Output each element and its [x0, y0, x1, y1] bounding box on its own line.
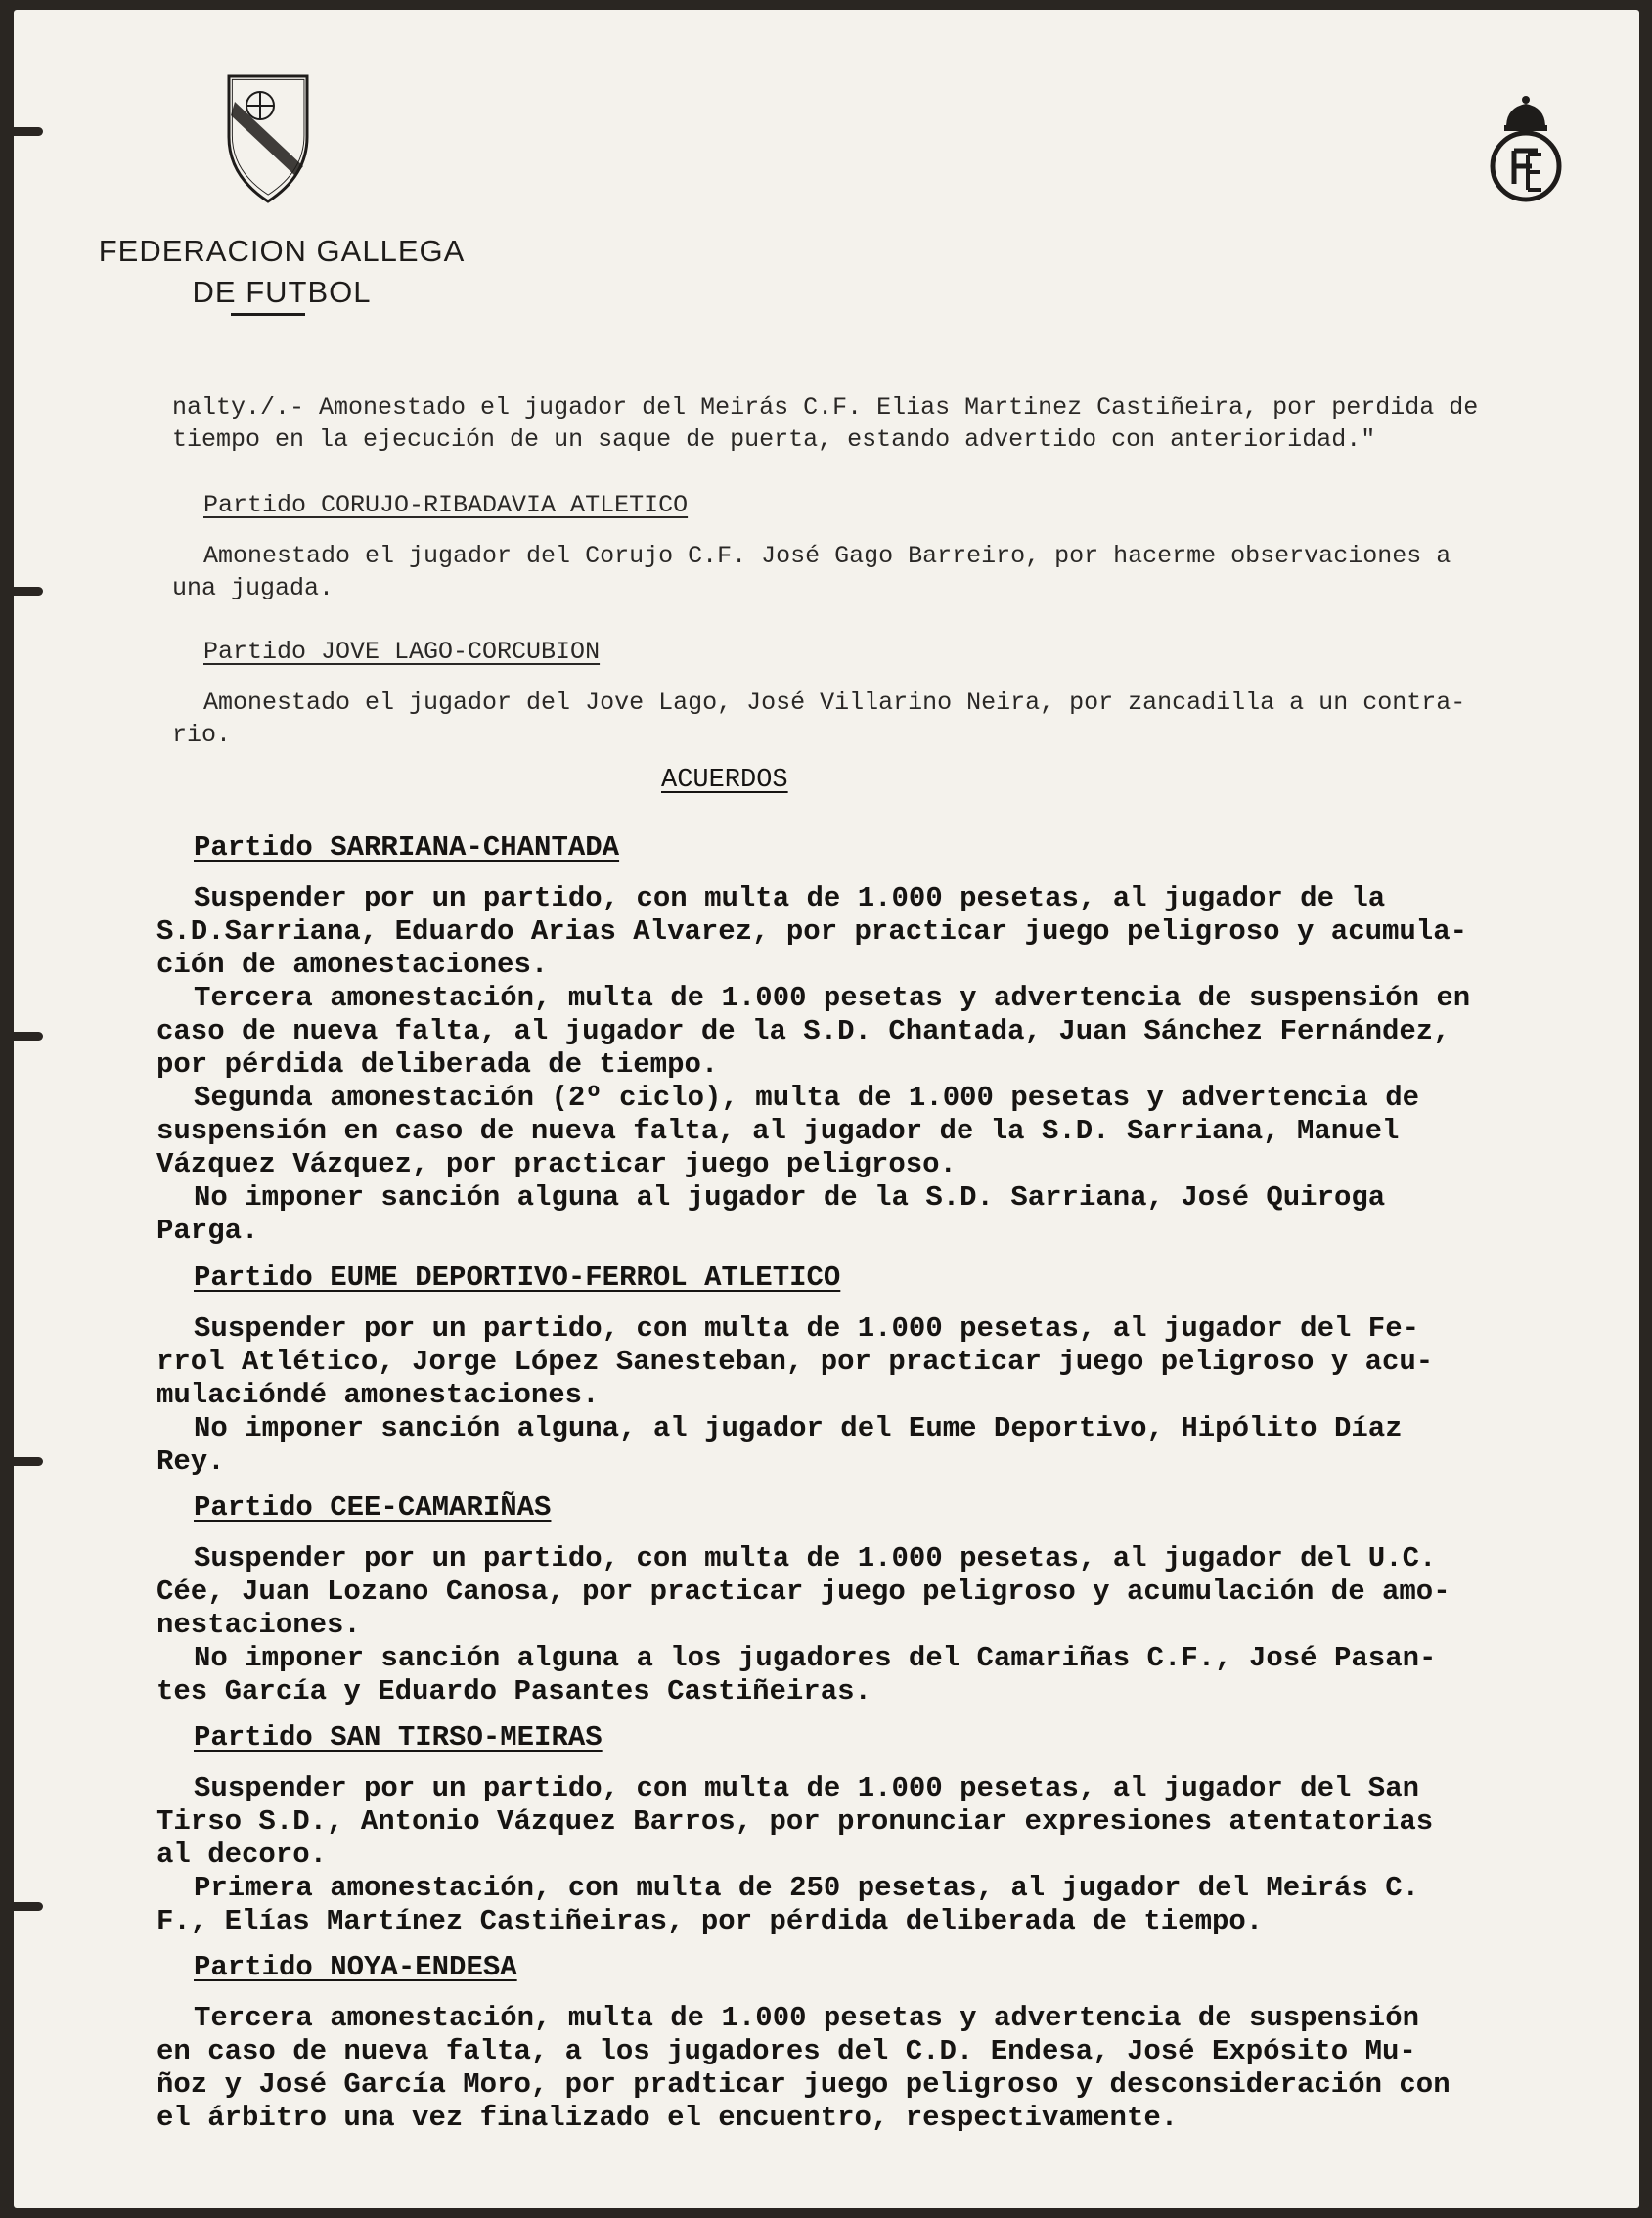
eume-line: mulacióndé amonestaciones. [156, 1379, 600, 1411]
corujo-line: Amonestado el jugador del Corujo C.F. José Gago Barreiro, por hacerme observaciones a [203, 542, 1451, 570]
sarriana-line: Suspender por un partido, con multa de 1.000 pesetas, al jugador de la [194, 882, 1386, 914]
cee-line: No imponer sanción alguna a los jugadores del Camariñas C.F., José Pasan- [194, 1642, 1437, 1674]
eume-line: rrol Atlético, Jorge López Sanesteban, por practicar juego peligroso y acu- [156, 1346, 1434, 1378]
section-title-san-tirso: Partido SAN TIRSO-MEIRAS [194, 1721, 603, 1753]
tirso-line: F., Elías Martínez Castiñeiras, por pérdida deliberada de tiempo. [156, 1905, 1264, 1937]
cee-line: tes García y Eduardo Pasantes Castiñeiras. [156, 1675, 871, 1708]
tirso-line: Tirso S.D., Antonio Vázquez Barros, por pronunciar expresiones atentatorias [156, 1805, 1434, 1838]
section-title-eume: Partido EUME DEPORTIVO-FERROL ATLETICO [194, 1262, 841, 1294]
tirso-line: al decoro. [156, 1839, 328, 1871]
sarriana-line: por pérdida deliberada de tiempo. [156, 1048, 719, 1081]
royal-crown-crest-logo [1485, 94, 1567, 209]
section-title-jove-lago: Partido JOVE LAGO-CORCUBION [203, 638, 601, 666]
intro-line: nalty./.- Amonestado el jugador del Meirás C.F. Elias Martinez Castiñeira, por perdida de [172, 393, 1479, 421]
federation-name-line2: DE FUTBOL [192, 275, 372, 309]
section-title-sarriana: Partido SARRIANA-CHANTADA [194, 831, 620, 864]
binder-hole [14, 587, 43, 596]
sarriana-line: Vázquez Vázquez, por practicar juego peligroso. [156, 1148, 957, 1180]
acuerdos-heading: ACUERDOS [661, 766, 788, 795]
sarriana-line: No imponer sanción alguna al jugador de la S.D. Sarriana, José Quiroga [194, 1181, 1386, 1214]
sarriana-line: suspensión en caso de nueva falta, al jugador de la S.D. Sarriana, Manuel [156, 1115, 1400, 1147]
noya-line: en caso de nueva falta, a los jugadores del C.D. Endesa, José Expósito Mu- [156, 2035, 1416, 2067]
letterhead-rule [231, 313, 305, 316]
corujo-line: una jugada. [172, 574, 335, 602]
noya-line: ñoz y José García Moro, por pradticar juego peligroso y desconsideración con [156, 2068, 1451, 2101]
sarriana-line: S.D.Sarriana, Eduardo Arias Alvarez, por practicar juego peligroso y acumula- [156, 915, 1468, 948]
jove-line: rio. [172, 721, 232, 749]
tirso-line: Suspender por un partido, con multa de 1.000 pesetas, al jugador del San [194, 1772, 1420, 1804]
federation-shield-logo [221, 68, 315, 205]
sarriana-line: Segunda amonestación (2º ciclo), multa de 1.000 pesetas y advertencia de [194, 1082, 1420, 1114]
cee-line: nestaciones. [156, 1609, 361, 1641]
intro-line: tiempo en la ejecución de un saque de puerta, estando advertido con anterioridad." [172, 425, 1376, 454]
eume-line: Rey. [156, 1445, 225, 1478]
tirso-line: Primera amonestación, con multa de 250 pesetas, al jugador del Meirás C. [194, 1872, 1420, 1904]
cee-line: Suspender por un partido, con multa de 1.000 pesetas, al jugador del U.C. [194, 1542, 1437, 1575]
sarriana-line: Tercera amonestación, multa de 1.000 pesetas y advertencia de suspensión en [194, 982, 1471, 1014]
sarriana-line: caso de nueva falta, al jugador de la S.D. Chantada, Juan Sánchez Fernández, [156, 1015, 1451, 1047]
noya-line: Tercera amonestación, multa de 1.000 pesetas y advertencia de suspensión [194, 2002, 1420, 2034]
binder-hole [14, 127, 43, 136]
section-title-corujo: Partido CORUJO-RIBADAVIA ATLETICO [203, 491, 689, 519]
sarriana-line: ción de amonestaciones. [156, 949, 549, 981]
noya-line: el árbitro una vez finalizado el encuentro, respectivamente. [156, 2102, 1179, 2134]
eume-line: Suspender por un partido, con multa de 1.000 pesetas, al jugador del Fe- [194, 1312, 1420, 1345]
sarriana-line: Parga. [156, 1215, 259, 1247]
binder-hole [14, 1457, 43, 1466]
cee-line: Cée, Juan Lozano Canosa, por practicar juego peligroso y acumulación de amo- [156, 1575, 1451, 1608]
federation-name [76, 231, 487, 313]
federation-name-line1: FEDERACION GALLEGA [98, 234, 466, 268]
section-title-cee: Partido CEE-CAMARIÑAS [194, 1491, 552, 1524]
section-title-noya: Partido NOYA-ENDESA [194, 1951, 517, 1983]
binder-hole [14, 1902, 43, 1911]
eume-line: No imponer sanción alguna, al jugador del Eume Deportivo, Hipólito Díaz [194, 1412, 1403, 1444]
binder-hole [14, 1032, 43, 1041]
jove-line: Amonestado el jugador del Jove Lago, José Villarino Neira, por zancadilla a un contra- [203, 688, 1466, 717]
